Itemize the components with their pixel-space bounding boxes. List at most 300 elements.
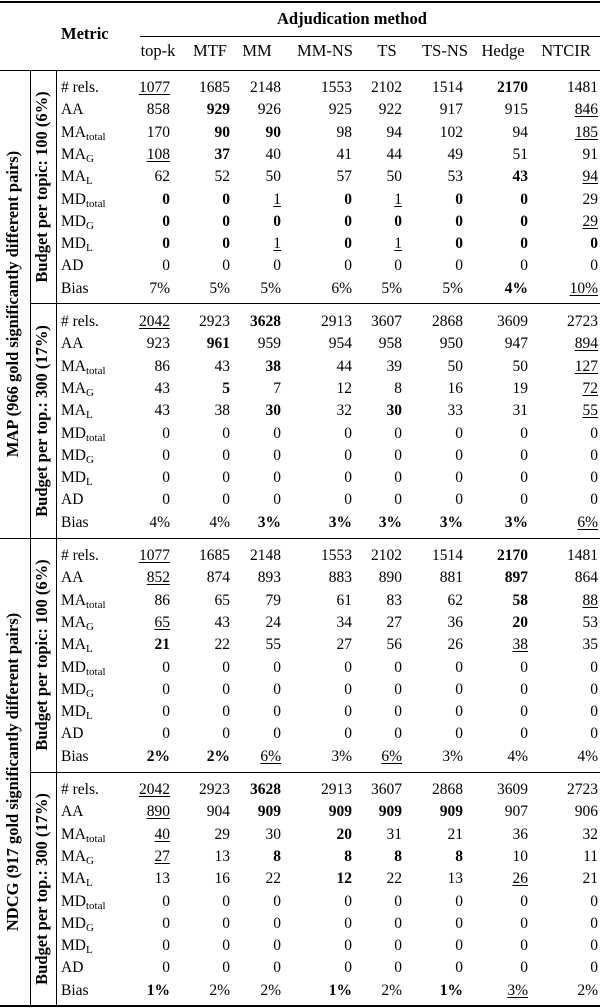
metric-name: Bias <box>61 981 89 999</box>
table-cell: 0 <box>394 212 402 230</box>
table-cell: 36 <box>512 825 528 843</box>
column-header: TS-NS <box>422 41 468 60</box>
table-cell: 0 <box>455 469 463 487</box>
table-cell: 20 <box>512 613 528 631</box>
table-cell: 0 <box>394 680 402 698</box>
table-cell: 0 <box>222 212 230 230</box>
metric-name: $MD_L$ <box>61 235 93 255</box>
table-cell: 8 <box>344 847 352 865</box>
table-cell: 906 <box>574 803 598 821</box>
table-cell: 1% <box>146 981 170 999</box>
table-cell: 890 <box>378 569 402 587</box>
table-cell: 923 <box>146 335 170 353</box>
metric-name: $MA_{total}$ <box>61 357 106 377</box>
table-cell: 27 <box>154 847 170 865</box>
table-cell: 0 <box>222 892 230 910</box>
table-cell: 0 <box>162 446 170 464</box>
table-cell: 0 <box>520 212 528 230</box>
table-cell: 0 <box>162 190 170 208</box>
table-cell: 883 <box>328 569 352 587</box>
table-cell: 1514 <box>432 547 463 564</box>
table-cell: 925 <box>328 101 352 119</box>
table-cell: 58 <box>512 591 528 609</box>
table-cell: 929 <box>206 101 230 119</box>
table-cell: 2148 <box>250 547 281 564</box>
table-cell: 30 <box>265 402 281 420</box>
table-cell: 0 <box>222 257 230 275</box>
table-cell: 0 <box>394 937 402 955</box>
table-cell: 909 <box>378 803 402 821</box>
table-cell: 90 <box>265 123 281 141</box>
table-cell: 12 <box>336 379 352 397</box>
table-cell: 0 <box>273 892 281 910</box>
table-cell: 0 <box>455 235 463 253</box>
table-cell: 49 <box>447 145 463 163</box>
table-cell: 19 <box>512 379 528 397</box>
table-cell: 1% <box>328 981 352 999</box>
table-cell: 3% <box>331 747 352 765</box>
table-cell: 50 <box>512 357 528 375</box>
table-cell: 21 <box>582 870 598 888</box>
table-cell: 94 <box>512 123 528 141</box>
table-cell: 0 <box>590 703 598 721</box>
table-cell: 947 <box>504 335 528 353</box>
table-cell: 6% <box>381 747 402 765</box>
table-cell: 0 <box>222 424 230 442</box>
metric-name: AA <box>61 803 84 821</box>
table-cell: 3607 <box>371 313 402 330</box>
table-cell: 0 <box>520 937 528 955</box>
table-cell: 3628 <box>250 781 281 798</box>
table-cell: 0 <box>344 937 352 955</box>
table-cell: 108 <box>146 145 170 163</box>
table-cell: 10 <box>512 847 528 865</box>
table-cell: 0 <box>520 959 528 977</box>
table-cell: 1685 <box>199 79 230 96</box>
metric-name: $MD_{total}$ <box>61 424 106 444</box>
table-cell: 0 <box>394 257 402 275</box>
table-cell: 858 <box>146 101 170 119</box>
table-cell: 0 <box>344 446 352 464</box>
table-cell: 907 <box>504 803 528 821</box>
table-cell: 0 <box>222 959 230 977</box>
metric-name: AD <box>61 257 84 275</box>
metric-name: AD <box>61 725 84 743</box>
metric-name: AA <box>61 335 84 353</box>
metric-group-label: MAP (966 gold significantly different pairs) <box>3 150 22 458</box>
table-cell: 0 <box>455 212 463 230</box>
table-cell: 3% <box>504 513 528 531</box>
table-cell: 3607 <box>371 781 402 798</box>
table-cell: 65 <box>154 613 170 631</box>
table-cell: 0 <box>520 914 528 932</box>
table-cell: 0 <box>273 469 281 487</box>
metric-name: $MD_G$ <box>61 212 94 232</box>
table-cell: 90 <box>214 123 230 141</box>
metric-name: $MA_L$ <box>61 870 93 890</box>
table-cell: 2102 <box>371 79 402 96</box>
table-cell: 0 <box>344 892 352 910</box>
table-cell: 50 <box>447 357 463 375</box>
table-cell: 72 <box>582 379 598 397</box>
table-cell: 86 <box>154 591 170 609</box>
table-cell: 26 <box>447 636 463 654</box>
budget-label: Budget per top.: 300 (17%) <box>32 793 51 985</box>
table-cell: 0 <box>590 658 598 676</box>
table-cell: 7% <box>149 279 170 297</box>
table-cell: 915 <box>504 101 528 119</box>
table-cell: 904 <box>206 803 230 821</box>
table-cell: 5 <box>222 379 230 397</box>
table-cell: 30 <box>386 402 402 420</box>
table-cell: 65 <box>214 591 230 609</box>
table-cell: 0 <box>273 424 281 442</box>
table-cell: 0 <box>590 892 598 910</box>
table-cell: 0 <box>273 703 281 721</box>
table-cell: 0 <box>455 959 463 977</box>
table-cell: 0 <box>344 725 352 743</box>
table-cell: 56 <box>386 636 402 654</box>
table-cell: 893 <box>257 569 281 587</box>
table-cell: 0 <box>273 725 281 743</box>
table-cell: 20 <box>336 825 352 843</box>
bottom-rule <box>0 1005 600 1007</box>
metric-name: Bias <box>61 279 89 297</box>
table-cell: 44 <box>336 357 352 375</box>
table-cell: 38 <box>512 636 528 654</box>
metric-name: # rels. <box>61 313 99 330</box>
table-cell: 27 <box>386 613 402 631</box>
table-cell: 29 <box>582 190 598 208</box>
table-cell: 8 <box>455 847 463 865</box>
adjudication-method-header: Adjudication method <box>277 9 427 28</box>
section-rule-3 <box>30 772 600 773</box>
table-cell: 0 <box>344 469 352 487</box>
table-cell: 2723 <box>567 313 598 330</box>
table-cell: 2% <box>206 747 230 765</box>
table-cell: 4% <box>209 513 230 531</box>
table-cell: 1481 <box>567 79 598 96</box>
table-cell: 0 <box>590 680 598 698</box>
table-cell: 29 <box>214 825 230 843</box>
table-cell: 43 <box>214 613 230 631</box>
table-cell: 0 <box>455 491 463 509</box>
table-cell: 0 <box>590 469 598 487</box>
table-cell: 0 <box>394 914 402 932</box>
table-cell: 83 <box>386 591 402 609</box>
table-cell: 0 <box>394 892 402 910</box>
table-cell: 0 <box>273 937 281 955</box>
table-cell: 917 <box>439 101 463 119</box>
table-cell: 57 <box>336 168 352 186</box>
table-cell: 41 <box>336 145 352 163</box>
table-cell: 1553 <box>321 79 352 96</box>
table-cell: 2923 <box>199 781 230 798</box>
table-cell: 1685 <box>199 547 230 564</box>
table-cell: 3609 <box>497 313 528 330</box>
table-cell: 3% <box>442 747 463 765</box>
table-cell: 0 <box>344 914 352 932</box>
table-cell: 8 <box>394 847 402 865</box>
table-cell: 1 <box>273 235 281 253</box>
table-cell: 0 <box>222 235 230 253</box>
table-cell: 0 <box>222 446 230 464</box>
table-cell: 0 <box>344 959 352 977</box>
table-cell: 127 <box>574 357 598 375</box>
table-cell: 894 <box>574 335 598 353</box>
table-cell: 2042 <box>139 313 170 330</box>
table-cell: 0 <box>344 658 352 676</box>
metric-name: $MA_L$ <box>61 402 93 422</box>
metric-name: $MA_G$ <box>61 145 94 165</box>
table-cell: 7 <box>273 379 281 397</box>
table-cell: 1 <box>394 235 402 253</box>
table-cell: 8 <box>394 379 402 397</box>
table-cell: 2868 <box>432 313 463 330</box>
section-rule-2 <box>0 538 600 539</box>
metric-name: $MA_G$ <box>61 379 94 399</box>
metric-name: $MA_L$ <box>61 636 93 656</box>
table-cell: 3609 <box>497 781 528 798</box>
table-cell: 0 <box>520 235 528 253</box>
table-cell: 926 <box>257 101 281 119</box>
table-cell: 1077 <box>139 79 170 96</box>
table-cell: 30 <box>265 825 281 843</box>
table-cell: 846 <box>574 101 598 119</box>
table-cell: 0 <box>344 235 352 253</box>
table-cell: 0 <box>394 703 402 721</box>
metric-group-label: NDCG (917 gold significantly different pairs) <box>3 612 22 932</box>
table-cell: 170 <box>146 123 170 141</box>
table-cell: 0 <box>590 725 598 743</box>
table-cell: 0 <box>520 424 528 442</box>
table-cell: 4% <box>507 747 528 765</box>
table-cell: 0 <box>273 658 281 676</box>
table-cell: 3628 <box>250 313 281 330</box>
metric-name: $MD_L$ <box>61 937 93 957</box>
table-cell: 0 <box>162 212 170 230</box>
table-cell: 890 <box>146 803 170 821</box>
table-cell: 1% <box>439 981 463 999</box>
table-cell: 43 <box>214 357 230 375</box>
column-header: NTCIR <box>541 41 591 60</box>
table-cell: 91 <box>582 145 598 163</box>
table-cell: 0 <box>394 469 402 487</box>
table-cell: 909 <box>328 803 352 821</box>
metric-name: $MA_G$ <box>61 847 94 867</box>
table-cell: 50 <box>386 168 402 186</box>
table-cell: 88 <box>582 591 598 609</box>
metric-header: Metric <box>61 24 109 43</box>
metric-name: $MD_L$ <box>61 703 93 723</box>
metric-name: $MA_G$ <box>61 613 94 633</box>
table-cell: 0 <box>394 491 402 509</box>
table-cell: 13 <box>154 870 170 888</box>
table-cell: 53 <box>582 613 598 631</box>
table-cell: 35 <box>582 636 598 654</box>
table-cell: 37 <box>214 145 230 163</box>
table-cell: 6% <box>577 513 598 531</box>
table-cell: 2148 <box>250 79 281 96</box>
table-cell: 0 <box>222 680 230 698</box>
table-cell: 13 <box>447 870 463 888</box>
table-cell: 0 <box>455 937 463 955</box>
table-cell: 34 <box>336 613 352 631</box>
metric-name: # rels. <box>61 781 99 798</box>
table-cell: 3% <box>378 513 402 531</box>
table-cell: 98 <box>336 123 352 141</box>
table-cell: 0 <box>394 959 402 977</box>
metric-name: AD <box>61 491 84 509</box>
table-cell: 864 <box>574 569 598 587</box>
table-cell: 4% <box>504 279 528 297</box>
table-cell: 3% <box>439 513 463 531</box>
table-cell: 22 <box>386 870 402 888</box>
table-cell: 2% <box>577 981 598 999</box>
table-cell: 0 <box>344 212 352 230</box>
table-cell: 21 <box>154 636 170 654</box>
table-cell: 0 <box>222 914 230 932</box>
table-cell: 94 <box>582 168 598 186</box>
metric-name: # rels. <box>61 547 99 564</box>
table-cell: 0 <box>344 257 352 275</box>
table-cell: 0 <box>162 959 170 977</box>
table-cell: 0 <box>520 703 528 721</box>
table-cell: 26 <box>512 870 528 888</box>
table-cell: 0 <box>590 424 598 442</box>
table-cell: 5% <box>442 279 463 297</box>
table-cell: 6% <box>331 279 352 297</box>
table-cell: 2% <box>381 981 402 999</box>
table-cell: 852 <box>146 569 170 587</box>
table-cell: 8 <box>273 847 281 865</box>
table-cell: 0 <box>520 725 528 743</box>
table-cell: 0 <box>273 491 281 509</box>
section-rule-1 <box>30 303 600 304</box>
table-cell: 3% <box>507 981 528 999</box>
table-cell: 0 <box>162 892 170 910</box>
table-cell: 61 <box>336 591 352 609</box>
metric-name: $MD_G$ <box>61 914 94 934</box>
table-cell: 31 <box>512 402 528 420</box>
column-header: MTF <box>193 41 227 60</box>
table-cell: 50 <box>265 168 281 186</box>
table-cell: 29 <box>582 212 598 230</box>
table-cell: 0 <box>162 680 170 698</box>
table-cell: 0 <box>520 446 528 464</box>
table-cell: 10% <box>569 279 598 297</box>
table-cell: 44 <box>386 145 402 163</box>
table-cell: 0 <box>455 703 463 721</box>
table-cell: 0 <box>590 959 598 977</box>
header-partial-rule <box>140 36 600 37</box>
table-cell: 55 <box>582 402 598 420</box>
table-cell: 0 <box>162 658 170 676</box>
table-cell: 0 <box>520 658 528 676</box>
table-cell: 0 <box>590 491 598 509</box>
table-cell: 0 <box>162 703 170 721</box>
table-cell: 2% <box>209 981 230 999</box>
table-cell: 0 <box>590 446 598 464</box>
table-cell: 16 <box>214 870 230 888</box>
table-cell: 6% <box>260 747 281 765</box>
table-cell: 21 <box>447 825 463 843</box>
table-cell: 0 <box>344 424 352 442</box>
table-cell: 0 <box>394 446 402 464</box>
table-cell: 2170 <box>497 547 528 564</box>
table-cell: 2923 <box>199 313 230 330</box>
table-cell: 3% <box>257 513 281 531</box>
table-cell: 0 <box>520 257 528 275</box>
table-cell: 2723 <box>567 781 598 798</box>
table-cell: 897 <box>504 569 528 587</box>
top-rule <box>0 1 600 3</box>
table-cell: 0 <box>455 892 463 910</box>
table-cell: 24 <box>265 613 281 631</box>
table-cell: 33 <box>447 402 463 420</box>
table-cell: 4% <box>577 747 598 765</box>
table-cell: 0 <box>162 469 170 487</box>
table-cell: 4% <box>149 513 170 531</box>
metric-name: $MD_{total}$ <box>61 892 106 912</box>
table-cell: 0 <box>222 658 230 676</box>
table-cell: 0 <box>520 190 528 208</box>
table-cell: 55 <box>265 636 281 654</box>
metric-name: $MD_{total}$ <box>61 190 106 210</box>
table-cell: 0 <box>455 257 463 275</box>
table-cell: 38 <box>265 357 281 375</box>
table-cell: 0 <box>222 937 230 955</box>
table-cell: 31 <box>386 825 402 843</box>
table-cell: 1077 <box>139 547 170 564</box>
table-cell: 958 <box>378 335 402 353</box>
table-cell: 0 <box>162 257 170 275</box>
table-cell: 0 <box>344 703 352 721</box>
table-cell: 1 <box>394 190 402 208</box>
table-cell: 185 <box>574 123 598 141</box>
table-cell: 0 <box>520 892 528 910</box>
table-cell: 0 <box>590 914 598 932</box>
budget-label: Budget per topic: 100 (6%) <box>32 559 51 751</box>
table-cell: 1553 <box>321 547 352 564</box>
table-cell: 38 <box>214 402 230 420</box>
table-cell: 954 <box>328 335 352 353</box>
table-cell: 2913 <box>321 313 352 330</box>
metric-name: AD <box>61 959 84 977</box>
table-cell: 0 <box>162 937 170 955</box>
metric-name: # rels. <box>61 79 99 96</box>
table-cell: 0 <box>455 680 463 698</box>
table-cell: 0 <box>344 680 352 698</box>
table-cell: 0 <box>222 725 230 743</box>
table-cell: 2% <box>146 747 170 765</box>
table-cell: 11 <box>583 847 598 865</box>
table-cell: 0 <box>162 235 170 253</box>
table-cell: 961 <box>206 335 230 353</box>
table-cell: 40 <box>154 825 170 843</box>
table-cell: 1 <box>273 190 281 208</box>
table-cell: 0 <box>455 424 463 442</box>
table-cell: 62 <box>447 591 463 609</box>
table-cell: 0 <box>222 190 230 208</box>
column-header: Hedge <box>481 41 525 60</box>
table-cell: 2868 <box>432 781 463 798</box>
table-cell: 909 <box>439 803 463 821</box>
table-cell: 22 <box>214 636 230 654</box>
table-cell: 0 <box>455 658 463 676</box>
table-cell: 0 <box>455 914 463 932</box>
table-cell: 959 <box>257 335 281 353</box>
